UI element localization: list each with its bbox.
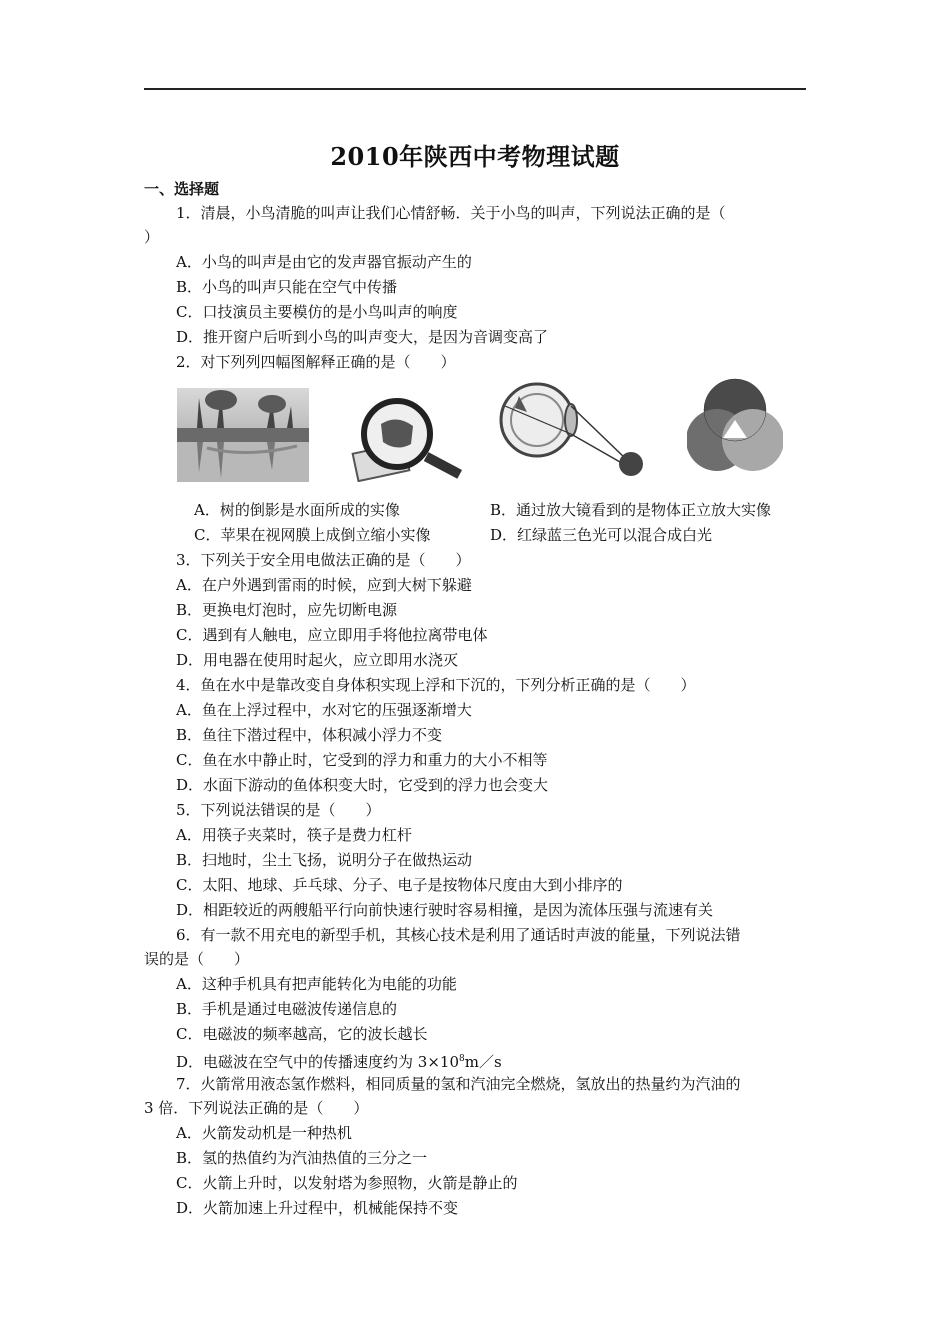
q3-option-d: D．用电器在使用时起火，应立即用水浇灭 [176, 651, 459, 669]
q3-option-b: B．更换电灯泡时，应先切断电源 [176, 601, 398, 619]
q4-option-a: A．鱼在上浮过程中，水对它的压强逐渐增大 [176, 701, 472, 719]
q2-option-c: C．苹果在视网膜上成倒立缩小实像 [194, 526, 431, 544]
q1-option-b: B．小鸟的叫声只能在空气中传播 [176, 278, 398, 296]
q2-stem: 2．对下列列四幅图解释正确的是（ ） [176, 353, 456, 371]
eye-retina-image [497, 376, 647, 480]
q4-option-c: C．鱼在水中静止时，它受到的浮力和重力的大小不相等 [176, 751, 548, 769]
q1-option-c: C．口技演员主要模仿的是小鸟叫声的响度 [176, 303, 458, 321]
q2-option-d: D．红绿蓝三色光可以混合成白光 [490, 526, 713, 544]
q6-option-a: A．这种手机具有把声能转化为电能的功能 [176, 975, 457, 993]
q7-stem-cont: 3 倍．下列说法正确的是（ ） [144, 1099, 369, 1117]
color-mixing-image [687, 376, 783, 476]
q6-stem: 6．有一款不用充电的新型手机，其核心技术是利用了通话时声波的能量，下列说法错 [176, 926, 741, 944]
q6-option-d: D．电磁波在空气中的传播速度约为 $3\times 10^8m/s$ [176, 1053, 502, 1071]
q5-option-d: D．相距较近的两艘船平行向前快速行驶时容易相撞，是因为流体压强与流速有关 [176, 901, 714, 919]
q5-option-c: C．太阳、地球、乒乓球、分子、电子是按物体尺度由大到小排序的 [176, 876, 623, 894]
q5-option-b: B．扫地时，尘土飞扬，说明分子在做热运动 [176, 851, 473, 869]
tree-reflection-image [177, 388, 309, 482]
q1-option-d: D．推开窗户后听到小鸟的叫声变大，是因为音调变高了 [176, 328, 549, 346]
q6-option-c: C．电磁波的频率越高，它的波长越长 [176, 1025, 428, 1043]
q7-option-a: A．火箭发动机是一种热机 [176, 1124, 352, 1142]
q4-option-d: D．水面下游动的鱼体积变大时，它受到的浮力也会变大 [176, 776, 549, 794]
q5-option-a: A．用筷子夹菜时，筷子是费力杠杆 [176, 826, 412, 844]
section-heading: 一、选择题 [144, 180, 220, 198]
q4-option-b: B．鱼往下潜过程中，体积减小浮力不变 [176, 726, 443, 744]
page-title: 2010年陕西中考物理试题 [330, 142, 620, 171]
q6-stem-cont: 误的是（ ） [144, 950, 250, 968]
q7-stem: 7．火箭常用液态氢作燃料，相同质量的氢和汽油完全燃烧，氢放出的热量约为汽油的 [176, 1075, 741, 1093]
magnifier-image [341, 396, 469, 482]
exponent: 8 [459, 1054, 465, 1064]
q7-option-d: D．火箭加速上升过程中，机械能保持不变 [176, 1199, 459, 1217]
q1-stem: 1．清晨，小鸟清脆的叫声让我们心情舒畅．关于小鸟的叫声，下列说法正确的是（ [176, 204, 726, 222]
q6-option-b: B．手机是通过电磁波传递信息的 [176, 1000, 398, 1018]
q1-stem-cont: ） [144, 228, 160, 246]
q7-option-c: C．火箭上升时，以发射塔为参照物，火箭是静止的 [176, 1174, 518, 1192]
q1-option-a: A．小鸟的叫声是由它的发声器官振动产生的 [176, 253, 472, 271]
q3-stem: 3．下列关于安全用电做法正确的是（ ） [176, 551, 471, 569]
header-rule [144, 88, 806, 90]
q2-option-b: B．通过放大镜看到的是物体正立放大实像 [490, 501, 772, 519]
q7-option-b: B．氢的热值约为汽油热值的三分之一 [176, 1149, 428, 1167]
q3-option-a: A．在户外遇到雷雨的时候，应到大树下躲避 [176, 576, 472, 594]
q2-option-a: A．树的倒影是水面所成的实像 [194, 501, 400, 519]
q5-stem: 5．下列说法错误的是（ ） [176, 801, 381, 819]
q3-option-c: C．遇到有人触电，应立即用手将他拉离带电体 [176, 626, 488, 644]
q4-stem: 4．鱼在水中是靠改变自身体积实现上浮和下沉的，下列分析正确的是（ ） [176, 676, 696, 694]
